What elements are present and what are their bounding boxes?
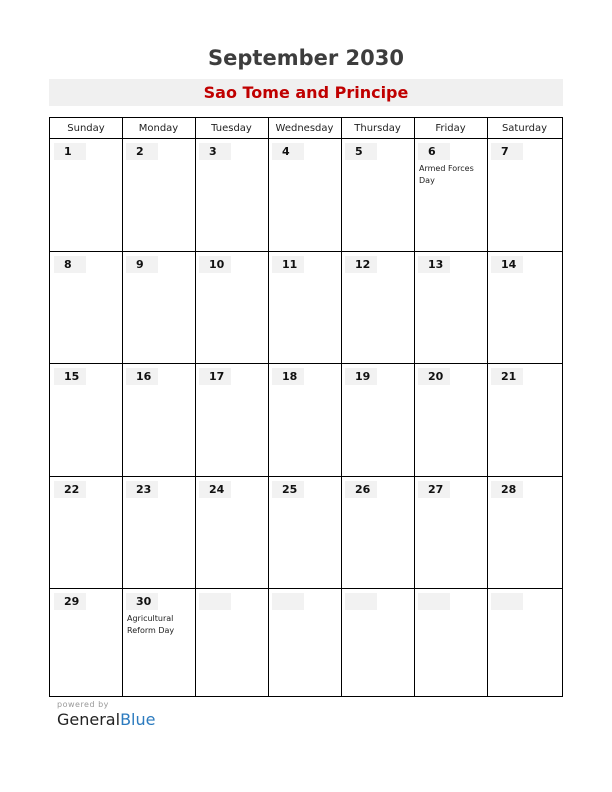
day-cell[interactable] [122, 252, 195, 364]
day-number: 10 [199, 256, 231, 273]
day-number: 14 [491, 256, 523, 273]
day-number: 3 [199, 143, 231, 160]
day-cell[interactable] [122, 589, 195, 702]
day-number [491, 593, 523, 610]
day-number [345, 593, 377, 610]
day-number: 18 [272, 368, 304, 385]
day-number: 30 [126, 593, 158, 610]
day-cell[interactable] [414, 252, 487, 364]
day-number: 20 [418, 368, 450, 385]
week-row [50, 252, 562, 365]
day-number: 25 [272, 481, 304, 498]
day-cell[interactable] [50, 589, 122, 702]
weekday-wednesday: Wednesday [275, 122, 334, 134]
day-number: 8 [54, 256, 86, 273]
holiday-label: Agricultural Reform Day [127, 614, 175, 636]
day-number: 17 [199, 368, 231, 385]
day-number: 15 [54, 368, 86, 385]
day-cell[interactable] [341, 589, 414, 702]
day-cell[interactable] [268, 589, 341, 702]
day-cell[interactable] [268, 477, 341, 589]
brand-general: General [57, 710, 121, 729]
day-cell[interactable] [341, 139, 414, 251]
day-cell[interactable] [195, 477, 268, 589]
day-number: 11 [272, 256, 304, 273]
day-cell[interactable] [268, 364, 341, 476]
powered-by-text: powered by [57, 700, 109, 709]
country-banner: Sao Tome and Principe [49, 79, 563, 106]
day-number: 2 [126, 143, 158, 160]
day-number: 28 [491, 481, 523, 498]
day-cell[interactable] [195, 139, 268, 251]
day-cell[interactable] [414, 364, 487, 476]
day-number: 29 [54, 593, 86, 610]
day-cell[interactable] [50, 139, 122, 251]
day-cell[interactable] [195, 252, 268, 364]
weekday-thursday: Thursday [354, 122, 401, 134]
footer [57, 700, 155, 729]
day-cell[interactable] [487, 139, 562, 251]
week-row [50, 589, 562, 702]
day-cell[interactable] [195, 364, 268, 476]
weekday-tuesday: Tuesday [211, 122, 252, 134]
day-cell[interactable] [268, 139, 341, 251]
brand-blue: Blue [120, 710, 156, 729]
day-number [272, 593, 304, 610]
day-cell[interactable] [487, 589, 562, 702]
generalblue-logo[interactable] [57, 710, 155, 729]
day-number: 1 [54, 143, 86, 160]
weekday-header-row [50, 118, 562, 139]
day-number: 4 [272, 143, 304, 160]
week-row [50, 477, 562, 590]
day-cell[interactable] [487, 364, 562, 476]
day-cell[interactable] [341, 252, 414, 364]
day-cell[interactable] [122, 364, 195, 476]
day-number [418, 593, 450, 610]
day-number: 7 [491, 143, 523, 160]
page-title: September 2030 [208, 46, 404, 70]
day-cell[interactable] [50, 252, 122, 364]
weekday-friday: Friday [435, 122, 466, 134]
day-cell[interactable] [122, 139, 195, 251]
day-number [199, 593, 231, 610]
day-cell[interactable] [414, 477, 487, 589]
weekday-sunday: Sunday [67, 122, 105, 134]
day-cell[interactable] [268, 252, 341, 364]
weekday-monday: Monday [138, 122, 179, 134]
day-cell[interactable] [487, 477, 562, 589]
day-number: 26 [345, 481, 377, 498]
day-number: 22 [54, 481, 86, 498]
day-cell[interactable] [341, 364, 414, 476]
day-number: 21 [491, 368, 523, 385]
weekday-saturday: Saturday [501, 122, 548, 134]
day-cell[interactable] [122, 477, 195, 589]
day-number: 23 [126, 481, 158, 498]
holiday-label: Armed Forces Day [419, 164, 474, 185]
day-number: 24 [199, 481, 231, 498]
day-number: 12 [345, 256, 377, 273]
day-number: 13 [418, 256, 450, 273]
day-cell[interactable] [50, 477, 122, 589]
day-cell[interactable] [414, 589, 487, 702]
week-row [50, 364, 562, 477]
day-number: 27 [418, 481, 450, 498]
day-number: 16 [126, 368, 158, 385]
day-cell[interactable] [195, 589, 268, 702]
day-number: 19 [345, 368, 377, 385]
day-number: 6 [418, 143, 450, 160]
day-number: 5 [345, 143, 377, 160]
day-cell[interactable] [487, 252, 562, 364]
day-cell[interactable] [414, 139, 487, 251]
calendar-grid [49, 117, 563, 697]
day-number: 9 [126, 256, 158, 273]
day-cell[interactable] [341, 477, 414, 589]
day-cell[interactable] [50, 364, 122, 476]
week-row [50, 139, 562, 252]
